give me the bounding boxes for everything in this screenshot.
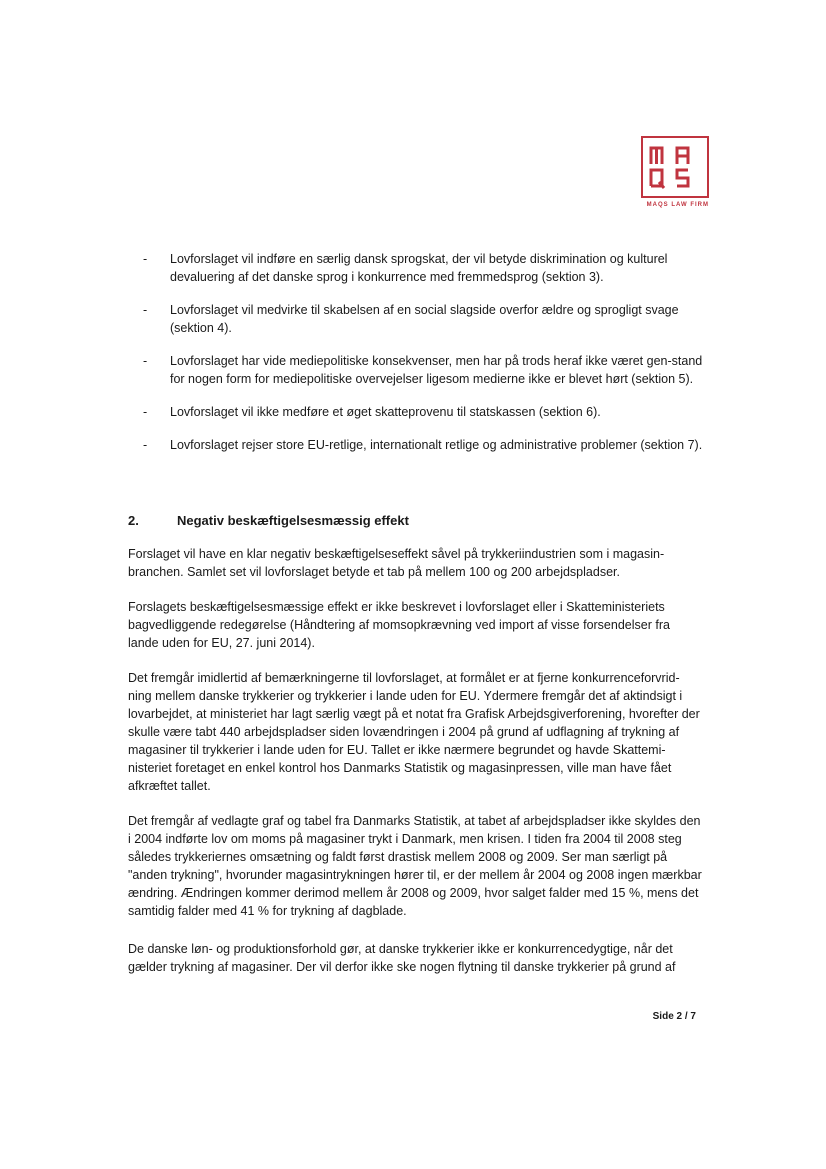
bullet-dash: - [143,438,148,452]
bullet-text: Lovforslaget har vide mediepolitiske konsekvenser, men har på trods heraf ikke været gen-stand for nogen form for mediepolitiske overvejelser ligesom medierne ikke er blevet hørt (sektion 5). [170,354,703,386]
section-heading [128,513,409,528]
bullet-dash: - [143,354,148,368]
paragraph: Forslaget vil have en klar negativ beskæftigelseseffekt såvel på trykkeriindustrien som i magasin-branchen. Samlet set vil lovforslaget betyde et tab på mellem 100 og 200 arbejdspladser. [128,547,665,579]
logo-monogram-icon [647,142,703,192]
bullet-dash: - [143,303,148,317]
bullet-text: Lovforslaget rejser store EU-retlige, internationalt retlige og administrative problemer (sektion 7). [170,438,703,452]
bullet-text: Lovforslaget vil ikke medføre et øget skatteprovenu til statskassen (sektion 6). [170,405,601,419]
bullet-dash: - [143,405,148,419]
section-title: Negativ beskæftigelsesmæssig effekt [177,513,409,528]
logo-mark [641,136,709,198]
paragraph: Forslagets beskæftigelsesmæssige effekt er ikke beskrevet i lovforslaget eller i Skatteministeriets bagvedliggende redegørelse (Håndtering af momsopkrævning ved import af visse forsendelser fra lande uden for EU, 27. juni 2014). [128,600,670,650]
page-number: Side 2 / 7 [652,1011,696,1022]
bullet-dash: - [143,252,148,266]
section-body [128,545,702,993]
paragraph: Det fremgår imidlertid af bemærkningerne til lovforslaget, at formålet er at fjerne konkurrenceforvrid-ning mellem danske trykkerier og trykkerier i lande uden for EU. Ydermere fremgår det af aktindsigt i lovarbejdet, at ministeriet har lagt særlig vægt på et notat fra Grafisk Arbejdsgiverforening, hvorefter der skulle være tabt 440 arbejdspladser siden lovændringen i 2004 på grund af udflagning af trykning af magasiner til trykkerier i lande uden for EU. Tallet er ikke nærmere begrundet og havde Skattemi-nisteriet foretaget en enkel kontrol hos Danmarks Statistik og magasinpressen, ville man have fået afkræftet tallet. [128,671,700,793]
bullet-item [143,436,703,454]
bullet-item [143,403,703,421]
bullet-text: Lovforslaget vil medvirke til skabelsen af en social slagside overfor ældre og sprogligt svage (sektion 4). [170,303,679,335]
maqs-logo [641,136,709,216]
section-number: 2. [128,513,139,528]
bullet-item [143,352,703,388]
bullet-text: Lovforslaget vil indføre en særlig dansk sprogskat, der vil betyde diskrimination og kulturel devaluering af det danske sprog i konkurrence med fremmedsprog (sektion 3). [170,252,668,284]
logo-caption: MAQS LAW FIRM [646,202,709,208]
bullet-item [143,301,703,337]
bullet-item [143,250,703,286]
paragraph: De danske løn- og produktionsforhold gør, at danske trykkerier ikke er konkurrencedygtige, når det gælder trykning af magasiner. Der vil derfor ikke ske nogen flytning til danske trykkerier på grund af [128,942,676,974]
paragraph: Det fremgår af vedlagte graf og tabel fra Danmarks Statistik, at tabet af arbejdspladser ikke skyldes den i 2004 indførte lov om moms på magasiner trykt i Danmark, men krisen. I tiden fra 2004 til 2008 steg således trykkeriernes omsætning og faldt først drastisk mellem 2008 og 2009. Ser man særligt på "anden trykning", hvorunder magasintrykningen hører til, er der mellem år 2004 og 2008 ingen mærkbar ændring. Ændringen kommer derimod mellem år 2008 og 2009, hvor salget falder med 15 %, mens det samtidig falder med 41 % for trykning af dagblade. [128,814,702,918]
summary-bullet-list [143,250,703,469]
